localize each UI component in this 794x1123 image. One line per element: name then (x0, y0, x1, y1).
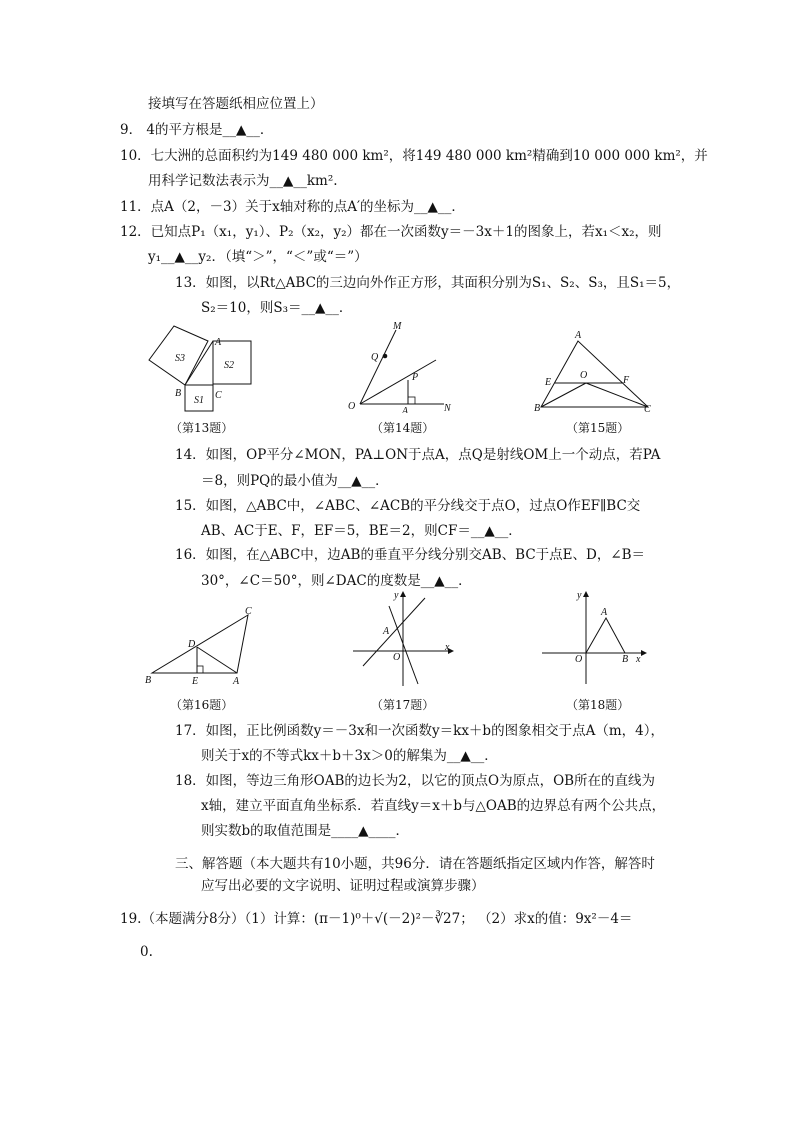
label-s1: S1 (194, 395, 204, 406)
question-17-line1: 17．如图，正比例函数y＝－3x和一次函数y＝kx＋b的图象相交于点A（m，4）， (175, 723, 664, 739)
label-s2: S2 (224, 360, 234, 371)
label-e: E (192, 676, 199, 687)
figure-16 (140, 603, 260, 688)
question-17-line2: 则关于x的不等式kx＋b＋3x＞0的解集为__▲__． (201, 748, 498, 764)
label-o: O (348, 401, 356, 412)
question-10-line1: 10．七大洲的总面积约为149 480 000 km²，将149 480 000 km²精确到10 000 000 km²，并 (120, 148, 708, 164)
label-m: M (393, 321, 402, 332)
label-p: P (412, 372, 419, 383)
question-14-line1: 14．如图，OP平分∠MON，PA⊥ON于点A，点Q是射线OM上一个动点，若PA (175, 447, 661, 463)
question-16-line1: 16．如图，在△ABC中，边AB的垂直平分线分别交AB、BC于点E、D，∠B＝ (175, 547, 646, 563)
label-a: A (215, 337, 222, 348)
label-a: A (601, 607, 608, 618)
caption-18: （第18题） (566, 698, 630, 712)
question-12-line2: y₁__▲__y₂．（填“＞”，“＜”或“＝”） (148, 249, 368, 265)
question-18-line2: x轴，建立平面直角坐标系．若直线y＝x＋b与△OAB的边界总有两个公共点， (201, 798, 666, 814)
label-e: E (545, 377, 552, 388)
label-b: B (145, 675, 152, 686)
question-14-line2: ＝8，则PQ的最小值为__▲__． (201, 473, 389, 489)
label-x: x (445, 642, 450, 653)
label-a: A (383, 626, 390, 637)
question-18-line3: 则实数b的取值范围是____▲____． (201, 823, 410, 839)
label-y: y (577, 590, 582, 601)
figure-17 (345, 588, 460, 688)
label-c: C (245, 606, 252, 617)
figure-14 (340, 318, 460, 413)
figure-13 (140, 318, 264, 413)
label-b: B (534, 403, 541, 414)
question-19-line2: 0. (140, 944, 153, 960)
label-n: N (444, 403, 451, 413)
question-13-line2: S₂＝10，则S₃＝__▲__． (201, 300, 353, 316)
question-9: 9． 4的平方根是__▲__． (120, 122, 274, 138)
caption-15: （第15题） (566, 421, 630, 435)
question-18-line1: 18．如图，等边三角形OAB的边长为2，以它的顶点O为原点，OB所在的直线为 (175, 773, 656, 789)
label-a: A (402, 406, 409, 413)
intro-line: 接填写在答题纸相应位置上） (148, 96, 324, 112)
label-a: A (575, 330, 582, 341)
question-15-line2: AB、AC于E、F，EF＝5，BE＝2，则CF＝__▲__． (201, 523, 522, 539)
label-b: B (175, 388, 182, 399)
label-o: O (575, 654, 583, 665)
label-o: O (393, 652, 401, 663)
figure-15 (530, 325, 658, 415)
caption-16: （第16题） (170, 698, 234, 712)
question-19-line1: 19.（本题满分8分）（1）计算：(π－1)⁰＋√(－2)²－∛27； （2）求x的值：9x²－4＝ (120, 911, 633, 927)
label-f: F (623, 375, 630, 386)
section-3-heading: 三、解答题（本大题共有10小题，共96分．请在答题纸指定区域内作答，解答时 (175, 856, 655, 872)
label-o: O (580, 370, 588, 381)
label-c: C (215, 390, 222, 401)
label-s3: S3 (175, 353, 185, 364)
question-11: 11．点A（2，－3）关于x轴对称的点A′的坐标为__▲__． (120, 199, 465, 215)
label-b: B (622, 654, 629, 665)
figure-18 (537, 588, 652, 688)
question-12-line1: 12．已知点P₁（x₁，y₁）、P₂（x₂，y₂）都在一次函数y＝－3x＋1的图象上，若x₁＜x₂，则 (120, 224, 662, 240)
label-d: D (188, 639, 196, 650)
question-15-line1: 15．如图，△ABC中，∠ABC、∠ACB的平分线交于点O，过点O作EF∥BC交 (175, 498, 641, 514)
section-3-subheading: 应写出必要的文字说明、证明过程或演算步骤） (201, 878, 485, 894)
caption-13: （第13题） (170, 421, 234, 435)
question-10-line2: 用科学记数法表示为__▲__km². (148, 173, 338, 189)
question-16-line2: 30°，∠C＝50°，则∠DAC的度数是__▲__． (201, 573, 472, 589)
caption-17: （第17题） (371, 698, 435, 712)
caption-14: （第14题） (371, 421, 435, 435)
label-a: A (233, 676, 240, 687)
label-c: C (644, 404, 651, 415)
label-q: Q (371, 352, 379, 363)
label-y: y (394, 590, 399, 601)
label-x: x (636, 654, 641, 665)
question-13-line1: 13．如图，以Rt△ABC的三边向外作正方形，其面积分别为S₁、S₂、S₃，且S₁＝5， (175, 275, 681, 291)
